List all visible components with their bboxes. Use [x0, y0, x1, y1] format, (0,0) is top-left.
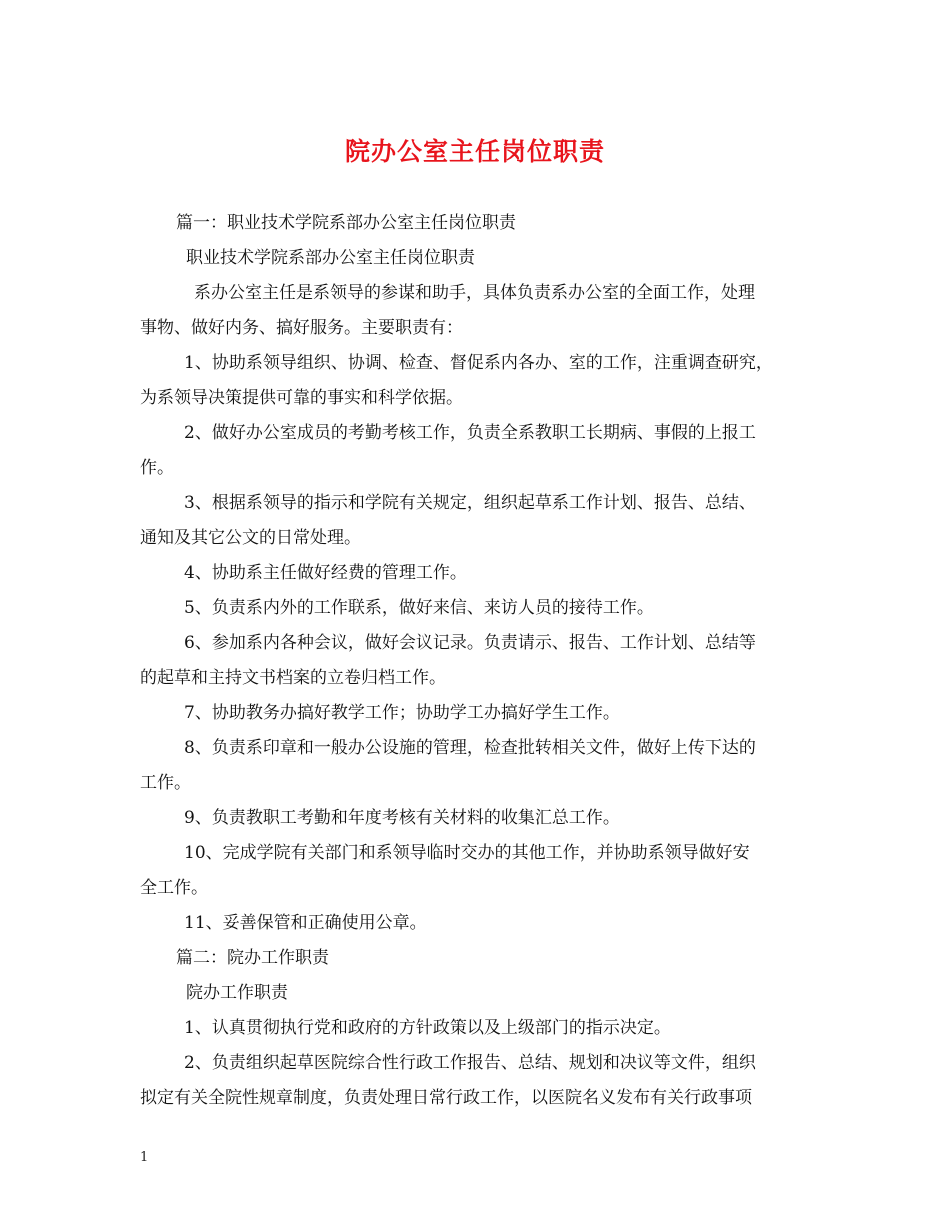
- document-body: [140, 206, 816, 1116]
- list-item-line: 6、参加系内各种会议，做好会议记录。负责请示、报告、工作计划、总结等: [184, 633, 756, 653]
- subsection-title-1: 职业技术学院系部办公室主任岗位职责: [186, 248, 475, 268]
- list-item-line: 2、做好办公室成员的考勤考核工作，负责全系教职工长期病、事假的上报工: [184, 423, 756, 443]
- section-heading-1: 篇一：职业技术学院系部办公室主任岗位职责: [176, 213, 516, 233]
- list-item-line: 10、完成学院有关部门和系领导临时交办的其他工作，并协助系领导做好安: [184, 843, 750, 863]
- list-item-line: 4、协助系主任做好经费的管理工作。: [184, 563, 467, 583]
- list-item-line: 1、协助系领导组织、协调、检查、督促系内各办、室的工作，注重调查研究，: [184, 353, 773, 373]
- list-item-line: 1、认真贯彻执行党和政府的方针政策以及上级部门的指示决定。: [184, 1018, 671, 1038]
- list-item-line: 11、妥善保管和正确使用公章。: [184, 913, 427, 933]
- list-item-line: 7、协助教务办搞好教学工作；协助学工办搞好学生工作。: [184, 703, 620, 723]
- subsection-title-2: 院办工作职责: [186, 983, 288, 1003]
- list-item-line: 为系领导决策提供可靠的事实和科学依据。: [140, 388, 463, 408]
- list-item-line: 3、根据系领导的指示和学院有关规定，组织起草系工作计划、报告、总结、: [184, 493, 756, 513]
- document-title: 院办公室主任岗位职责: [344, 137, 605, 166]
- list-item-line: 5、负责系内外的工作联系，做好来信、来访人员的接待工作。: [184, 598, 654, 618]
- paragraph-line: 事物、做好内务、搞好服务。主要职责有：: [140, 318, 463, 338]
- list-item-line: 作。: [140, 458, 174, 478]
- list-item-line: 2、负责组织起草医院综合性行政工作报告、总结、规划和决议等文件，组织: [184, 1053, 756, 1073]
- list-item-line: 工作。: [140, 773, 191, 793]
- list-item-line: 的起草和主持文书档案的立卷归档工作。: [140, 668, 446, 688]
- section-heading-2: 篇二：院办工作职责: [176, 948, 329, 968]
- paragraph-line: 系办公室主任是系领导的参谋和助手，具体负责系办公室的全面工作，处理: [194, 283, 755, 303]
- list-item-line: 全工作。: [140, 878, 208, 898]
- page-number: 1: [140, 1150, 149, 1165]
- list-item-line: 8、负责系印章和一般办公设施的管理，检查批转相关文件，做好上传下达的: [184, 738, 756, 758]
- list-item-line: 9、负责教职工考勤和年度考核有关材料的收集汇总工作。: [184, 808, 620, 828]
- list-item-line: 通知及其它公文的日常处理。: [140, 528, 361, 548]
- list-item-line: 拟定有关全院性规章制度，负责处理日常行政工作，以医院名义发布有关行政事项: [140, 1088, 752, 1108]
